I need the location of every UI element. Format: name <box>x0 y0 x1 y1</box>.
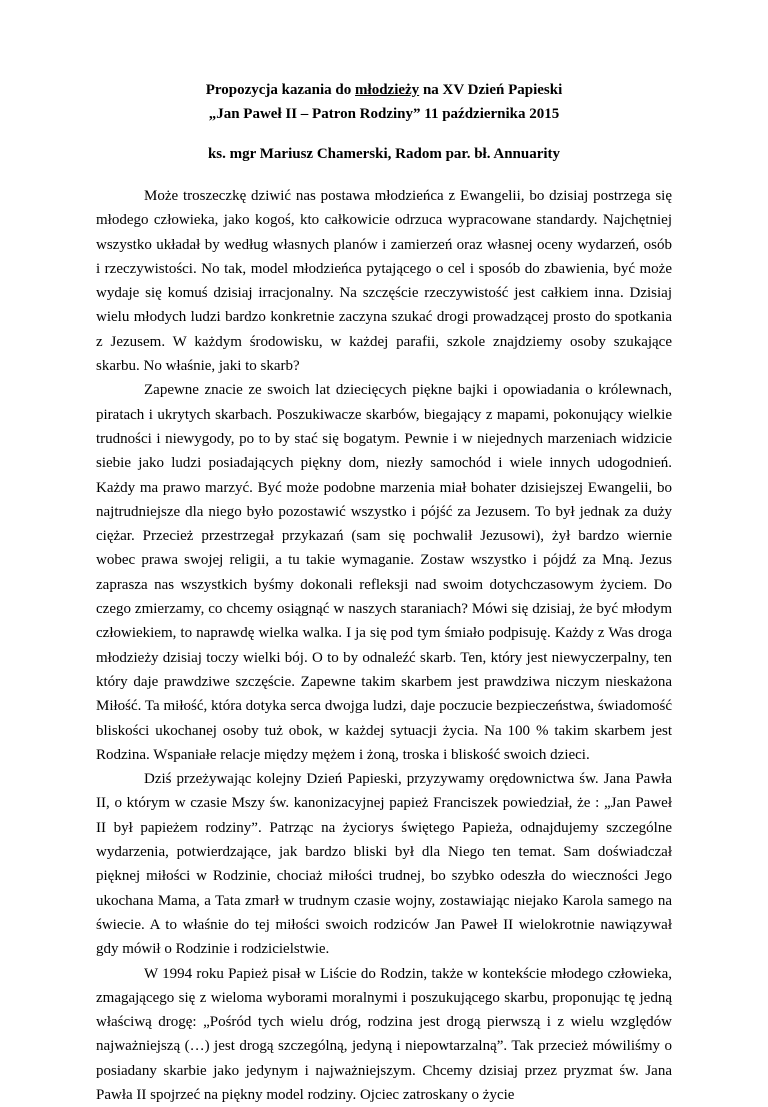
paragraph-4: W 1994 roku Papież pisał w Liście do Rodzin, także w kontekście młodego człowieka, zmagającego się z wieloma wyborami moralnymi i poszukującego skarbu, proponując tę jedną właściwą drogę: „Pośród tych wielu dróg, rodzina jest drogą pierwszą i z wielu względów najważniejszą (…) jest drogą szczególną, jedyną i niepowtarzalną”. Tak przecież mówiliśmy o posiadany skarbie jako jedynym i najważniejszym. Chcemy dzisiaj przez pryzmat św. Jana Pawła II spojrzeć na piękny model rodziny. Ojciec zatroskany o życie <box>96 962 672 1107</box>
sermon-body <box>96 184 672 1107</box>
paragraph-1: Może troszeczkę dziwić nas postawa młodzieńca z Ewangelii, bo dzisiaj postrzega się młodego człowieka, jako kogoś, kto całkowicie odrzuca wypracowane standardy. Najchętniej wszystko układał by według własnych planów i zamierzeń oraz własnej oceny wydarzeń, osób i rzeczywistości. No tak, model młodzieńca pytającego o cel i sposób do zbawienia, być może wydaje się komuś dzisiaj irracjonalny. Na szczęście rzeczywistość jest całkiem inna. Dzisiaj wielu młodych ludzi bardzo konkretnie zaczyna szukać drogi prowadzącej prosto do spotkania z Jezusem. W każdym środowisku, w każdej parafii, szkole znajdziemy osoby szukające skarbu. No właśnie, jaki to skarb? <box>96 184 672 378</box>
title-line-1 <box>96 78 672 102</box>
title-line-2: „Jan Paweł II – Patron Rodziny” 11 października 2015 <box>96 102 672 126</box>
title-underlined-word: młodzieży <box>355 82 419 98</box>
title-line-1-end: na XV Dzień Papieski <box>419 82 562 98</box>
author-line: ks. mgr Mariusz Chamerski, Radom par. bł. Annuarity <box>96 142 672 166</box>
title-line-1-start: Propozycja kazania do <box>206 82 355 98</box>
paragraph-2: Zapewne znacie ze swoich lat dziecięcych piękne bajki i opowiadania o królewnach, piratach i ukrytych skarbach. Poszukiwacze skarbów, biegający z mapami, pokonujący wielkie trudności i niewygody, po to by stać się bogatym. Pewnie i w niejednych marzeniach widzicie siebie jako ludzi posiadających piękny dom, niezły samochód i wiele innych udogodnień. Każdy ma prawo marzyć. Być może podobne marzenia miał bohater dzisiejszej Ewangelii, bo najtrudniejsze dla niego było pozostawić wszystko i pójść za Jezusem. To był jednak za duży ciężar. Przecież przestrzegał przykazań (sam się pochwalił Jezusowi), żył bardzo wiernie wobec prawa swojej religii, a tu takie wymaganie. Zostaw wszystko i pójdź za Mną. Jezus zaprasza nas wszystkich byśmy dokonali refleksji nad swoim dotychczasowym życiem. Do czego zmierzamy, co chcemy osiągnąć w naszych staraniach? Mówi się dzisiaj, że być młodym człowiekiem, to naprawdę wielka walka. I ja się pod tym śmiało podpisuję. Każdy z Was droga młodzieży dzisiaj toczy wielki bój. O to by odnaleźć skarb. Ten, który jest niewyczerpalny, ten który daje prawdziwe szczęście. Zapewne takim skarbem jest prawdziwa niczym nieskażona Miłość. Ta miłość, która dotyka serca dwojga ludzi, daje poczucie bezpieczeństwa, świadomość bliskości ukochanej osoby tuż obok, w każdej sytuacji życia. Na 100 % takim skarbem jest Rodzina. Wspaniałe relacje między mężem i żoną, troska i bliskość swoich dzieci. <box>96 378 672 767</box>
paragraph-3: Dziś przeżywając kolejny Dzień Papieski, przyzywamy orędownictwa św. Jana Pawła II, o którym w czasie Mszy św. kanonizacyjnej papież Franciszek powiedział, że : „Jan Paweł II był papieżem rodziny”. Patrząc na życiorys świętego Papieża, odnajdujemy szczególne wydarzenia, potwierdzające, jak bardzo bliski był dla Niego ten temat. Sam doświadczał pięknej miłości w Rodzinie, chociaż miłości trudnej, bo szybko odeszła do wieczności Jego ukochana Mama, a Tata zmarł w trudnym czasie wojny, zostawiając niejako Karola samego na świecie. A to właśnie do tej miłości swoich rodziców Jan Paweł II wielokrotnie nawiązywał gdy mówił o Rodzinie i rodzicielstwie. <box>96 767 672 961</box>
document-title <box>96 78 672 126</box>
